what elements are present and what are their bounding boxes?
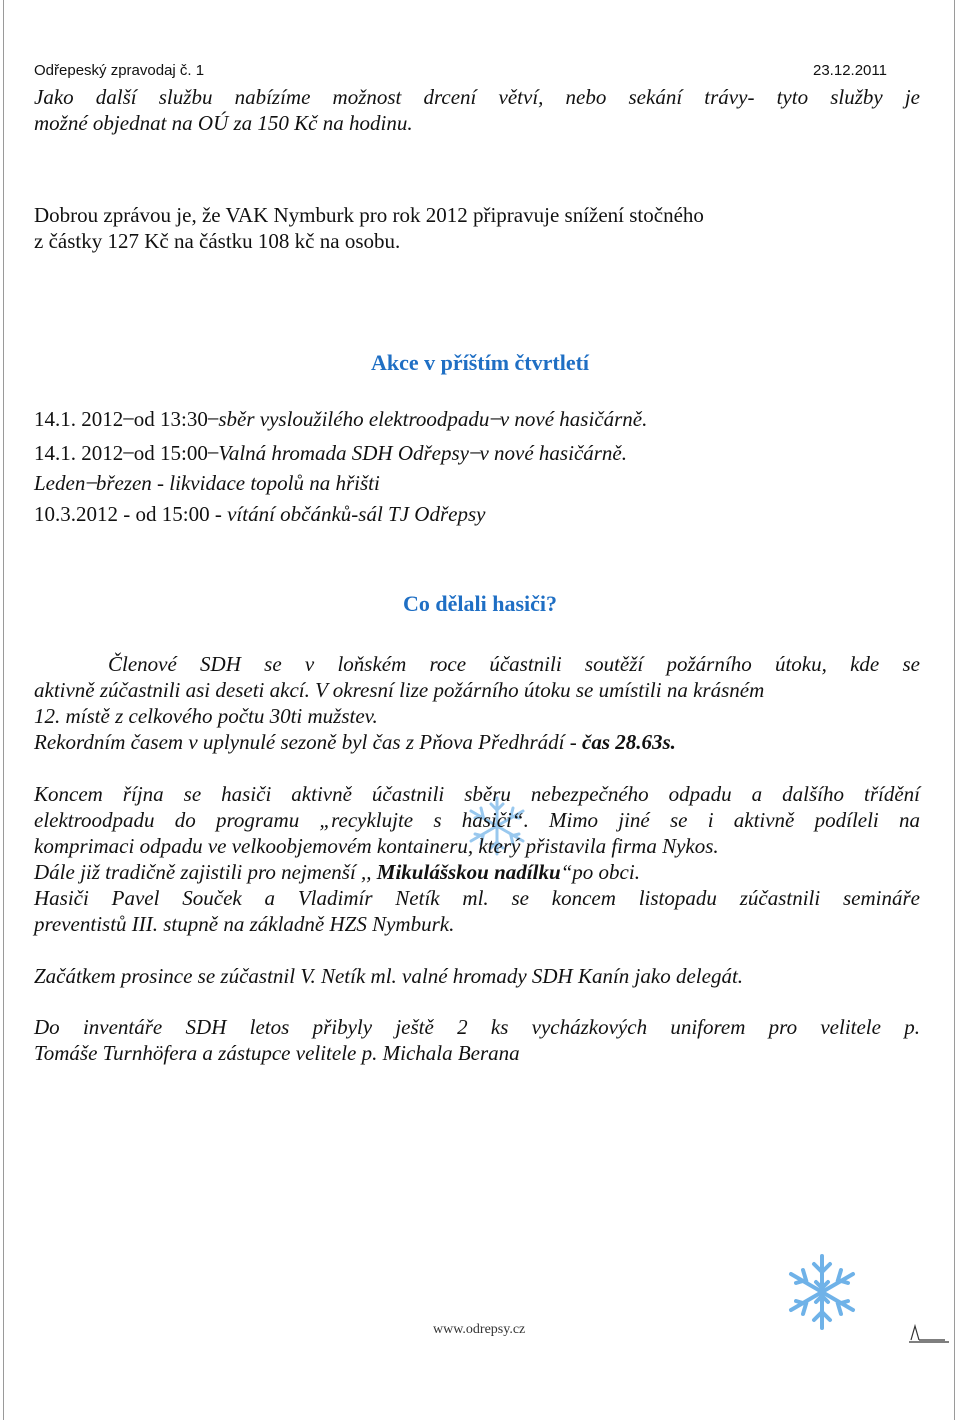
p2-line-5: Hasiči Pavel Souček a Vladimír Netík ml. se koncem listopadu zúčastnili semináře [34,886,920,910]
record-time: čas 28.63s. [582,730,676,754]
page-border-right [954,0,955,1420]
firefighters-paragraph-1 [34,651,920,755]
vak-line-2: z částky 127 Kč na částku 108 kč na osobu. [34,229,401,253]
event-description: Valná hromada SDH Odřepsy ̶ v nové hasičárně. [213,441,628,465]
p3-line: Začátkem prosince se zúčastnil V. Netík ml. valné hromady SDH Kanín jako delegát. [34,964,744,988]
p2-line-6: preventistů III. stupně na základně HZS Nymburk. [34,912,455,936]
event-item [34,502,485,527]
intro-line-2: možné objednat na OÚ za 150 Kč na hodinu. [34,111,413,135]
p2-line-1: Koncem října se hasiči aktivně účastnili sběru nebezpečného odpadu a dalšího třídění [34,782,920,806]
p2-line-3: komprimaci odpadu ve velkoobjemovém kontaineru, který přistavila firma Nykos. [34,834,719,858]
p1-line-2: aktivně zúčastnili asi deseti akcí. V okresní lize požárního útoku se umístili na krásném [34,678,765,702]
p1-line-4 [34,729,920,755]
event-description: sběr vysloužilého elektroodpadu ̶ v nové hasičárně. [213,407,648,431]
event-date: 14.1. 2012 ̶ od 15:00 ̶ [34,441,214,465]
event-date: 10.3.2012 - od 15:00 - [34,502,222,526]
p2-line-4-pre: Dále již tradičně zajistili pro nejmenší ,, [34,860,377,884]
firefighters-heading: Co dělali hasiči? [402,591,557,616]
intro-paragraph [34,84,920,136]
p2-line-4 [34,859,920,885]
p1-line-1: Členové SDH se v loňském roce účastnili soutěží požárního útoku, kde se [108,652,920,676]
firefighters-paragraph-3 [34,963,920,989]
vak-paragraph [34,202,920,254]
event-description: vítání občánků-sál TJ Odřepsy [221,502,486,526]
newsletter-date: 23.12.2011 [813,62,887,79]
p4-line-2: Tomáše Turnhöfera a zástupce velitele p. Michala Berana [34,1041,520,1065]
page-border-left [3,0,4,1420]
event-item [34,471,380,496]
p4-line-1: Do inventáře SDH letos přibyly ještě 2 ks vycházkových uniforem pro velitele p. [34,1015,920,1039]
intro-line-1: Jako další službu nabízíme možnost drcení větví, nebo sekání trávy- tyto služby je [34,85,920,109]
newsletter-title: Odřepeský zpravodaj č. 1 [34,62,205,79]
p2-line-2: elektroodpadu do programu „recyklujte s hasiči“. Mimo jiné se i aktivně podíleli na [34,808,920,832]
vak-line-1: Dobrou zprávou je, že VAK Nymburk pro rok 2012 připravuje snížení stočného [34,203,704,227]
record-text: Rekordním časem v uplynulé sezoně byl čas z Pňova Předhrádí - [34,730,582,754]
event-item [34,441,627,466]
snowflake-decoration-icon [782,1252,862,1332]
event-description: Leden ̶ březen - likvidace topolů na hřišti [34,471,380,495]
event-item [34,407,647,432]
p1-line-3: 12. místě z celkového počtu 30ti mužstev. [34,704,378,728]
page-turn-icon [905,1320,953,1346]
firefighters-paragraph-2 [34,781,920,937]
mikulas-highlight: Mikulášskou nadílku [376,860,561,884]
website-url: www.odrepsy.cz [433,1322,526,1337]
event-date: 14.1. 2012 ̶ od 13:30 ̶ [34,407,214,431]
events-heading: Akce v příštím čtvrtletí [370,350,590,375]
firefighters-paragraph-4 [34,1014,920,1066]
p2-line-4-post: “po obci. [560,860,640,884]
